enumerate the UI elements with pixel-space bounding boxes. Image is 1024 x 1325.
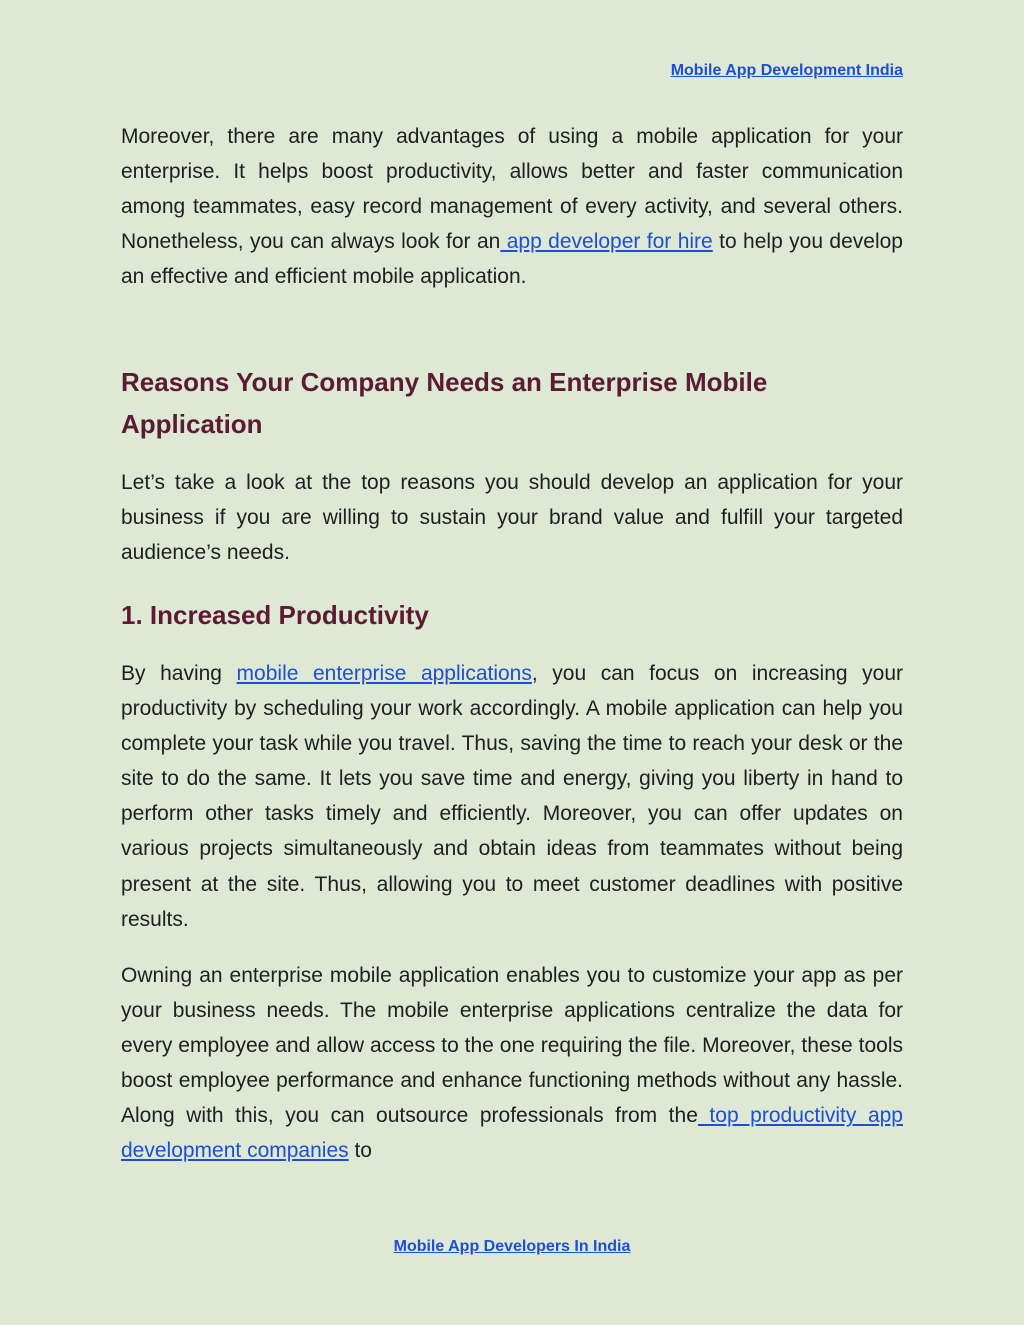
mobile-enterprise-applications-link[interactable]: mobile enterprise applications (236, 662, 532, 685)
app-developer-for-hire-link[interactable]: app developer for hire (500, 230, 713, 254)
intro-text-before: Moreover, there are many advantages of using a mobile application for your enterprise. It helps boost productivity, allows better and faster communication among teammates, easy record management of every activity, and several others. Nonetheless, you can always look for an (121, 125, 903, 254)
reasons-paragraph: Let’s take a look at the top reasons you should develop an application for your business if you are willing to sustain your brand value and fulfill your targeted audience’s needs. (121, 471, 903, 565)
document-page (121, 0, 903, 1325)
top-productivity-app-development-companies-link[interactable]: top productivity app development companies (121, 1104, 903, 1163)
prod1-text-before: By having (121, 662, 237, 685)
header-link[interactable]: Mobile App Development India (670, 62, 903, 79)
prod2-text-after: to (348, 1139, 372, 1163)
intro-text-after: to help you develop an effective and efficient mobile application. (121, 230, 903, 289)
prod1-text-after: , you can focus on increasing your productivity by scheduling your work accordingly. A mobile application can help you complete your task while you travel. Thus, saving the time to reach your desk or the site to do the same. It lets you save time and energy, giving you liberty in hand to perform other tasks timely and efficiently. Moreover, you can offer updates on various projects simultaneously and obtain ideas from teammates without being present at the site. Thus, allowing you to meet customer deadlines with positive results. (121, 662, 903, 931)
reasons-heading: Reasons Your Company Needs an Enterprise Mobile Application (121, 367, 768, 439)
productivity-paragraph-1 (121, 656, 903, 937)
footer-link[interactable]: Mobile App Developers In India (393, 1238, 631, 1255)
intro-paragraph (121, 119, 903, 294)
footer (121, 1238, 903, 1256)
productivity-paragraph-2 (121, 958, 903, 1169)
productivity-heading: 1. Increased Productivity (121, 600, 429, 630)
prod2-text-before: Owning an enterprise mobile application enables you to customize your app as per your business needs. The mobile enterprise applications centralize the data for every employee and allow access to the one requiring the file. Moreover, these tools boost employee performance and enhance functioning methods without any hassle. Along with this, you can outsource professionals from the (121, 964, 903, 1128)
